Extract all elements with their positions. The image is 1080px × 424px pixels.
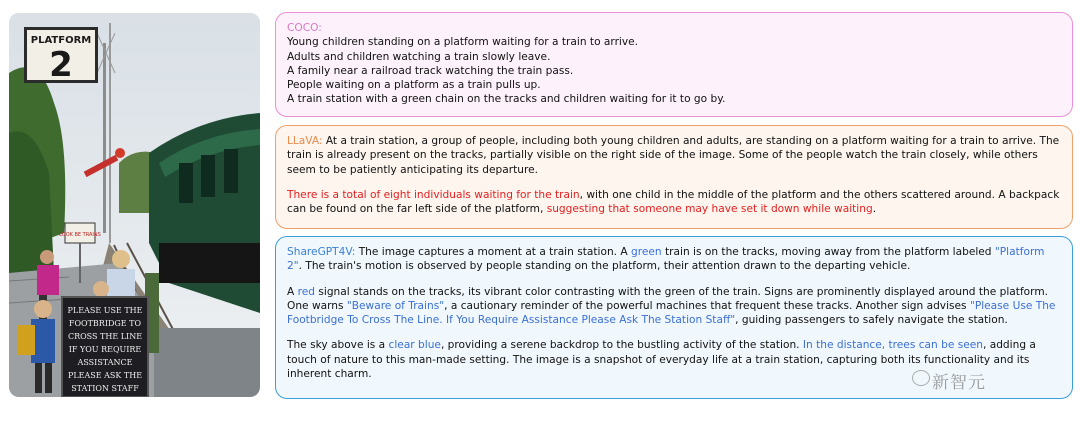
hallucination-highlight: suggesting that someone may have set it down while waiting [546,203,873,216]
sharegpt4v-text: , adding a touch of nature to this man-made setting. The image is a snapshot of everyday life at a train station, capturing both its functionality and its inherent charm. [287,339,1036,381]
sharegpt4v-text: A [287,285,298,298]
sharegpt4v-text: , guiding passengers to safely navigate the station. [735,314,1008,327]
coco-caption-panel [275,12,1073,117]
coco-caption: People waiting on a platform as a train pulls up. [287,79,541,92]
sharegpt4v-text: . The train's motion is observed by people standing on the platform, their attention drawn to the departing vehicle. [298,260,911,273]
detail-highlight: "Please Use The Footbridge To Cross The Line. If You Require Assistance Please Ask The Station Staff" [287,299,1056,327]
hallucination-highlight: There is a total of eight individuals waiting for the train [287,188,580,201]
coco-caption: A train station with a green chain on the tracks and children waiting for it to go by. [287,93,726,106]
llava-paragraph [287,188,1061,217]
board-line: STATION STAFF [71,384,139,393]
board-line: FOOTBRIDGE TO [68,319,142,328]
coco-label: COCO: [287,22,322,34]
llava-label: LLaVA: [287,135,323,147]
llava-paragraph [287,134,1061,177]
wechat-logo-icon [912,370,930,386]
photo-illustration [9,13,260,397]
coco-caption: A family near a railroad track watching the train pass. [287,64,574,77]
board-line: IF YOU REQUIRE [68,345,142,354]
board-line: ASSISTANCE [77,358,133,367]
detail-highlight: In the distance, trees can be seen [802,339,983,352]
sharegpt4v-paragraph [287,245,1061,274]
coco-caption: Adults and children watching a train slowly leave. [287,50,551,63]
sharegpt4v-text: The sky above is a [287,339,389,352]
detail-highlight: red [297,285,315,298]
board-line: PLEASE ASK THE [67,371,143,380]
coco-caption: Young children standing on a platform waiting for a train to arrive. [287,36,639,49]
llava-text: At a train station, a group of people, including both young children and adults, are standing on a platform waiting for a train to arrive. The train is already present on the tracks, partially visible on the right side of the image. Some of the people watch the train closely, while others seem to be patiently anticipating its departure. [287,135,1060,176]
detail-highlight: "Platform 2" [287,246,1045,273]
detail-highlight: green [631,246,662,258]
watermark-text: 新智元 [932,373,986,393]
sharegpt4v-text: signal stands on the tracks, its vibrant color contrasting with the green of the train. Signs are prominently displayed around the platform. One warns [287,285,1049,312]
sharegpt4v-text: , a cautionary reminder of the powerful machines that frequent these tracks. Another sign advises [444,299,970,312]
detail-highlight: clear blue [388,339,441,352]
sharegpt4v-text: train is on the tracks, moving away from the platform labeled [661,246,995,258]
beware-sign-text: LOOK BE TRAINS [59,232,101,238]
platform-sign-number: 2 [49,45,73,85]
sharegpt4v-paragraph [287,285,1061,328]
board-line: PLEASE USE THE [67,306,143,315]
board-line: CROSS THE LINE [67,332,143,341]
platform-sign-title: PLATFORM [30,35,92,46]
sharegpt4v-label: ShareGPT4V: [287,246,356,258]
llava-caption-panel [275,125,1073,229]
sharegpt4v-text: , providing a serene backdrop to the bustling activity of the station. [440,339,803,352]
sharegpt4v-text: The image captures a moment at a train station. A [355,246,632,258]
llava-text: , with one child in the middle of the platform and the others scattered around. A backpack can be found on the far left side of the platform, [287,188,1060,216]
detail-highlight: "Beware of Trains" [346,299,445,312]
train-station-photo [9,13,260,397]
footbridge-board [68,306,143,393]
llava-text: . [872,203,877,216]
